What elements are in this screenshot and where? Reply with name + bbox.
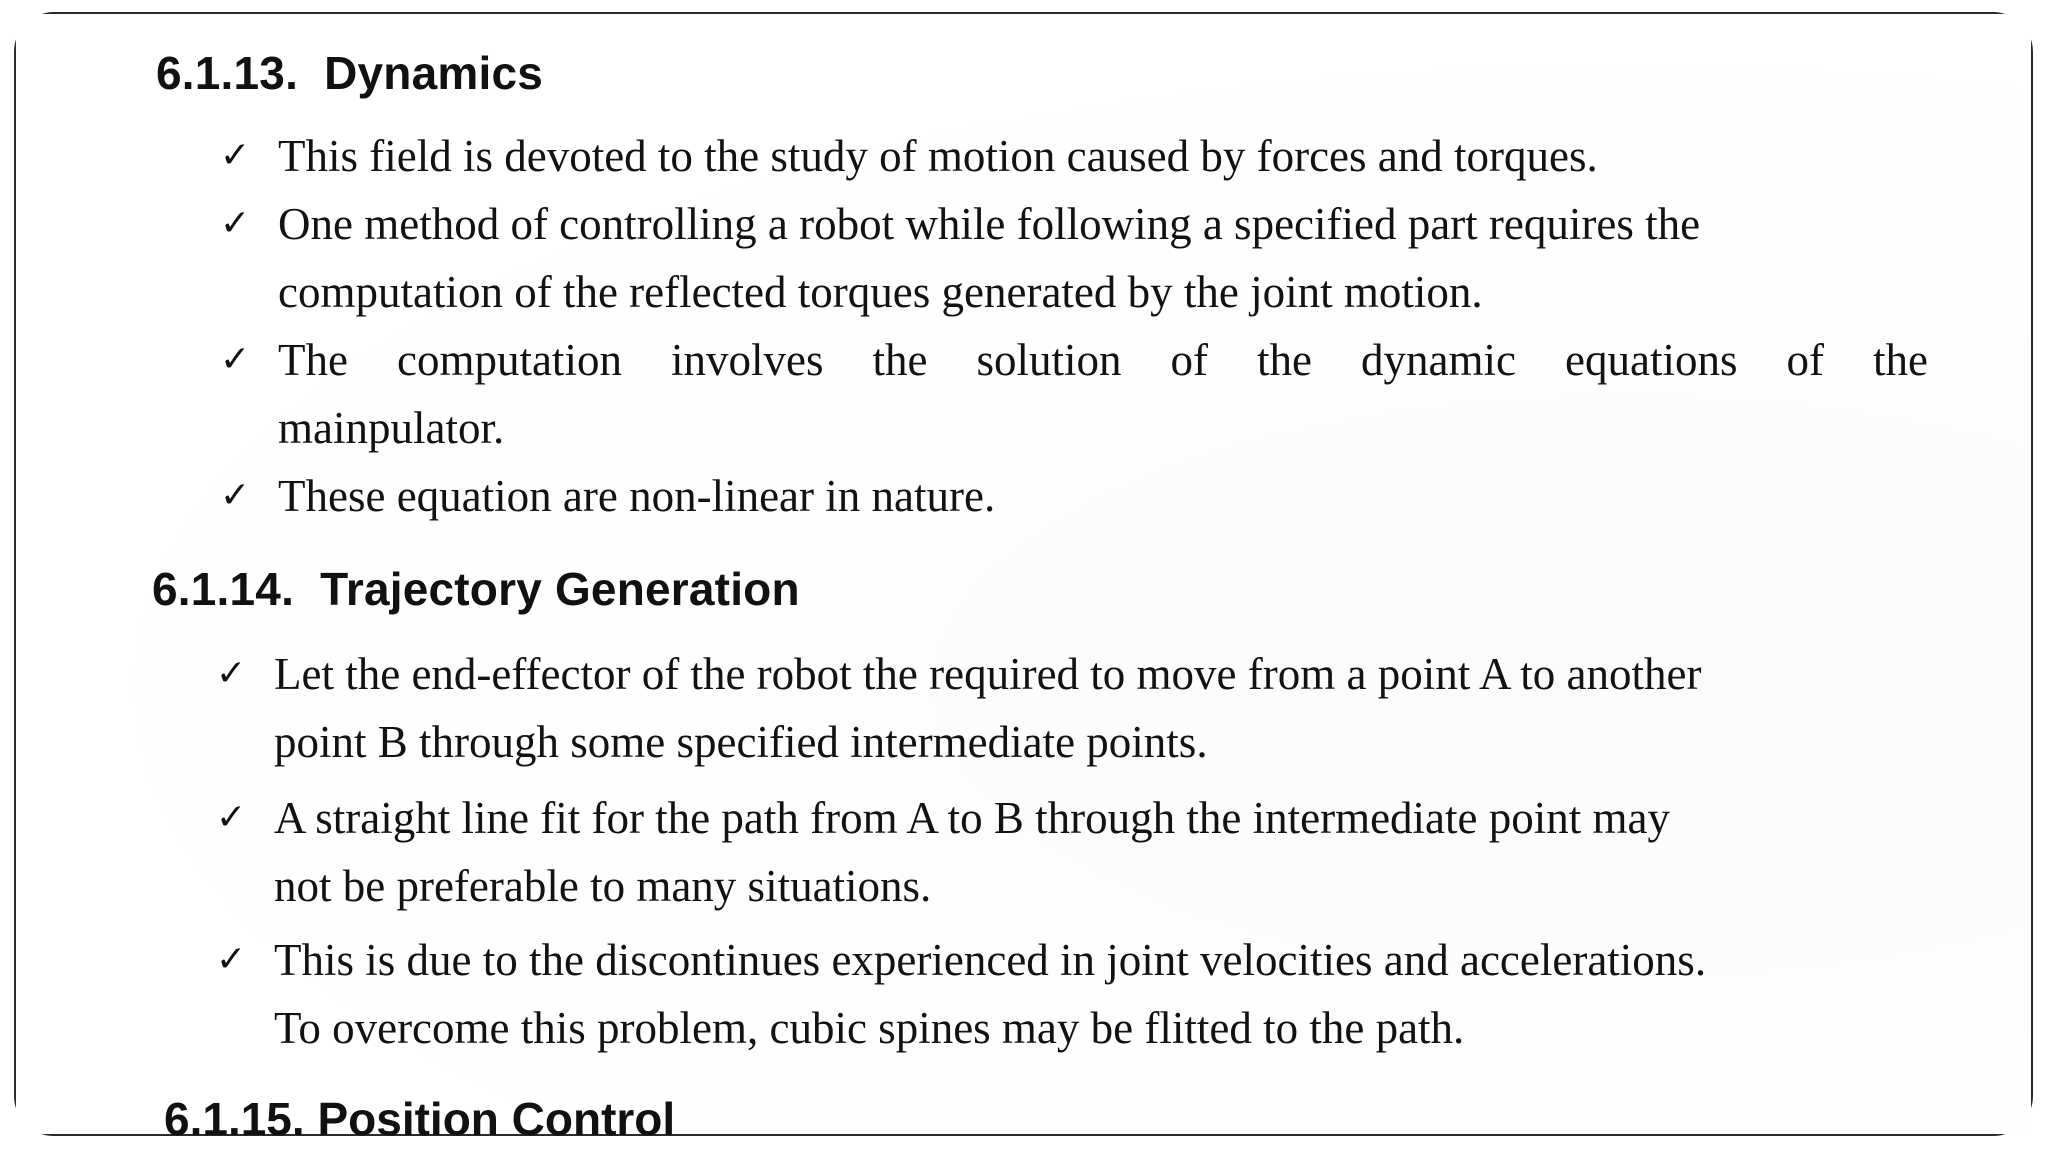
cutoff-heading-text: 6.1.15. Position Control xyxy=(164,1093,676,1145)
section-number: 6.1.13. xyxy=(156,47,299,99)
item-line: These equation are non-linear in nature. xyxy=(278,471,996,521)
check-icon: ✓ xyxy=(216,797,247,838)
item-line: One method of controlling a robot while following a specified part requires the xyxy=(278,199,1701,249)
item-line: mainpulator. xyxy=(278,403,505,453)
item-line: To overcome this problem, cubic spines may be flitted to the path. xyxy=(274,1003,1465,1053)
item-line: This is due to the discontinues experienced in joint velocities and accelerations. xyxy=(274,935,1707,985)
cutoff-section-heading xyxy=(164,1093,676,1145)
list-item xyxy=(220,190,1928,326)
item-line: This field is devoted to the study of motion caused by forces and torques. xyxy=(278,131,1598,181)
item-line: not be preferable to many situations. xyxy=(274,861,932,911)
check-icon: ✓ xyxy=(220,135,251,176)
scanned-page xyxy=(16,14,2031,1145)
check-icon: ✓ xyxy=(220,203,251,244)
section-number: 6.1.14. xyxy=(152,563,295,615)
list-item xyxy=(216,640,1934,776)
item-line: point B through some specified intermediate points. xyxy=(274,717,1208,767)
list-item xyxy=(220,122,1928,190)
list-item xyxy=(216,784,1934,920)
section-heading-trajectory-generation xyxy=(152,562,800,616)
section-title: Dynamics xyxy=(324,47,544,99)
section-heading-dynamics xyxy=(156,46,543,100)
item-line: Let the end-effector of the robot the required to move from a point A to another xyxy=(274,649,1702,699)
list-item xyxy=(220,462,1928,530)
item-line: The computation involves the solution of the dynamic equations of the xyxy=(278,335,1928,385)
slide-frame xyxy=(14,12,2033,1145)
item-line: A straight line fit for the path from A to B through the intermediate point may xyxy=(274,793,1670,843)
check-icon: ✓ xyxy=(220,475,251,516)
check-icon: ✓ xyxy=(220,339,251,380)
item-line: computation of the reflected torques generated by the joint motion. xyxy=(278,267,1483,317)
list-item xyxy=(220,326,1928,462)
list-item xyxy=(216,926,1934,1062)
section-title: Trajectory Generation xyxy=(320,563,800,615)
check-icon: ✓ xyxy=(216,653,247,694)
check-icon: ✓ xyxy=(216,939,247,980)
